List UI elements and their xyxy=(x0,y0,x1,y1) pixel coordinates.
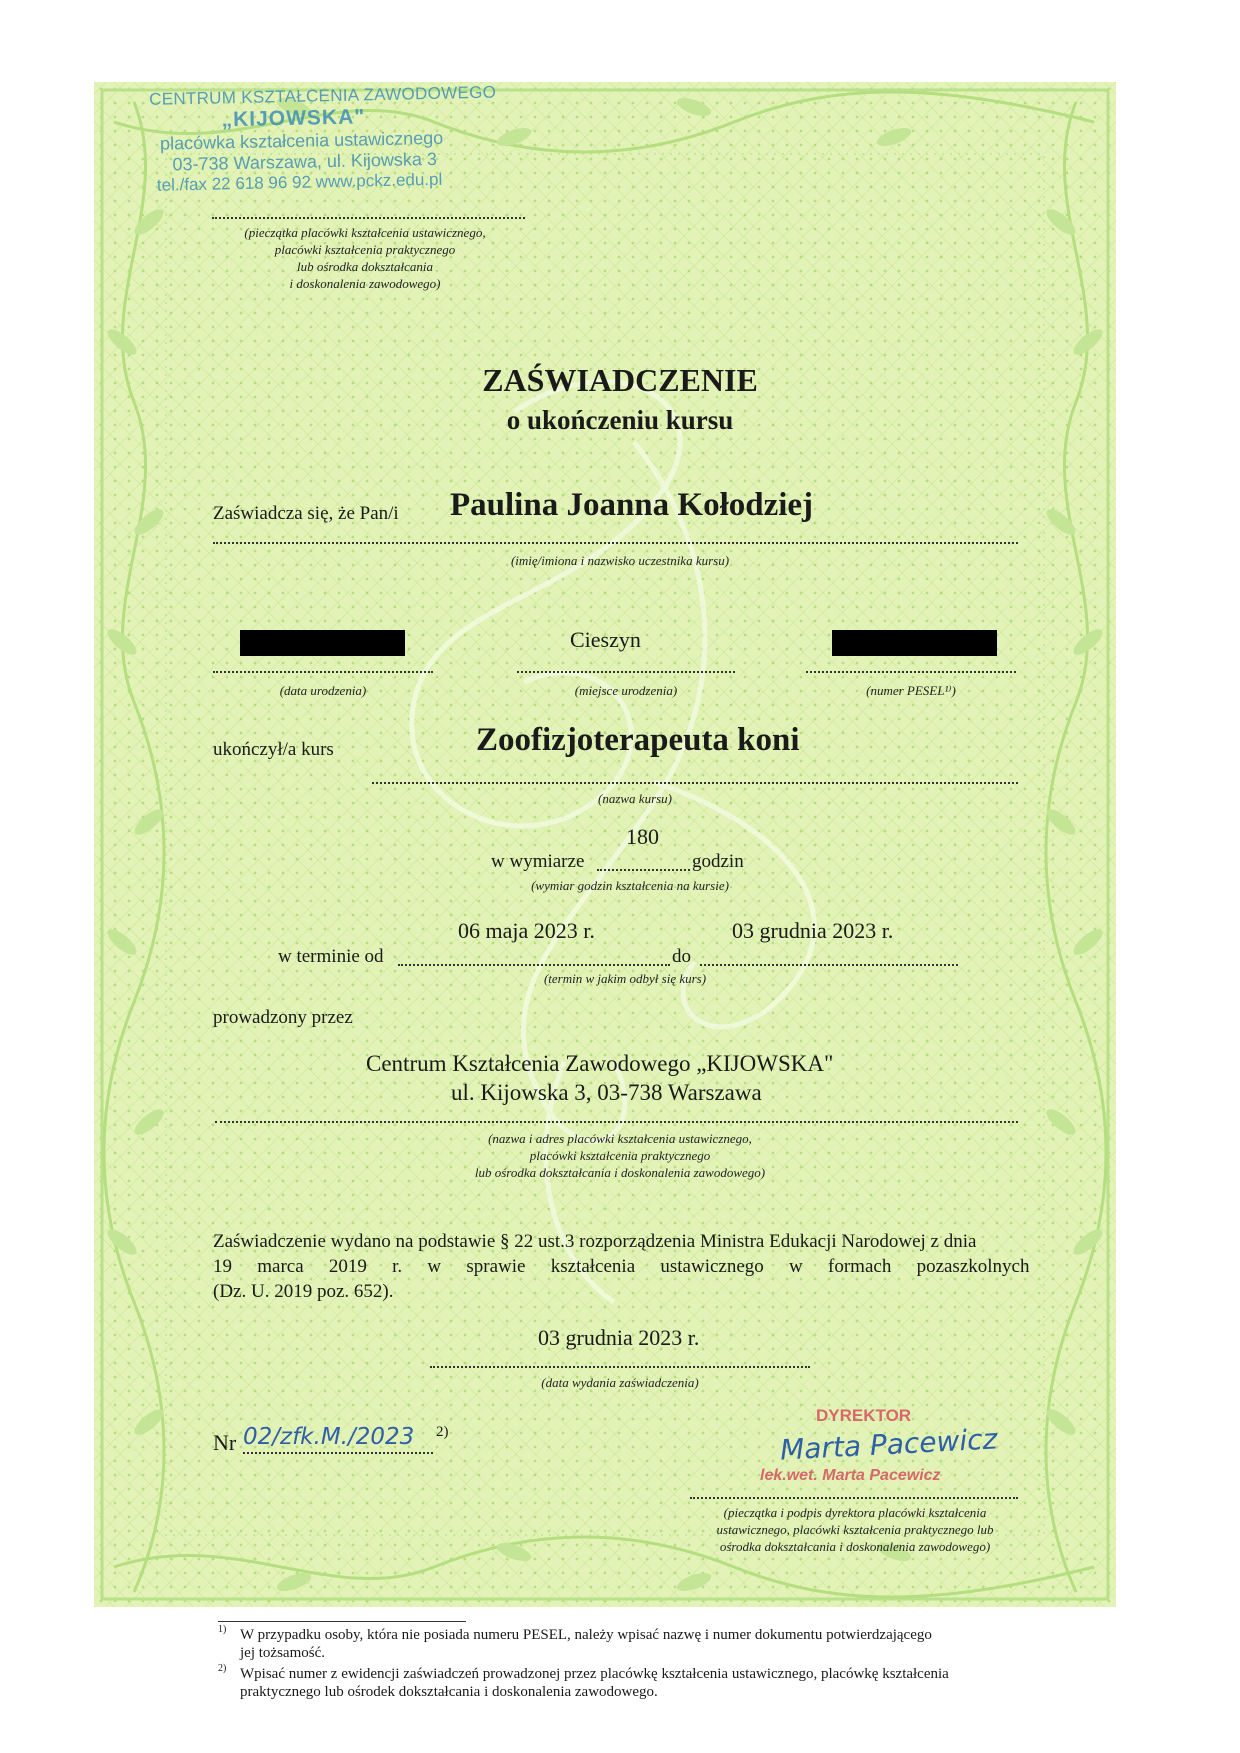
issue-date: 03 grudnia 2023 r. xyxy=(538,1325,700,1350)
caption-line: ośrodka dokształcania i doskonalenia zawodowego) xyxy=(719,1539,991,1554)
term-to-dotted-line xyxy=(700,964,958,966)
term-prefix: w terminie od xyxy=(278,946,384,967)
course-hours-value: 180 xyxy=(626,824,659,849)
caption-line: (nazwa i adres placówki kształcenia ustawicznego, xyxy=(488,1131,752,1146)
redacted-birth-date xyxy=(240,630,405,656)
pesel-caption: (numer PESEL¹⁾) xyxy=(866,683,956,698)
issue-date-caption: (data wydania zaświadczenia) xyxy=(541,1375,699,1390)
course-dotted-line xyxy=(372,782,1018,784)
hours-suffix: godzin xyxy=(692,851,744,872)
hours-dotted-line xyxy=(597,869,690,871)
institution-stamp xyxy=(149,82,521,196)
caption-line: i doskonalenia zawodowego) xyxy=(289,276,441,291)
footnote-line: praktycznego lub ośrodek dokształcania i doskonalenia zawodowego. xyxy=(240,1684,658,1700)
director-signature: Marta Pacewicz xyxy=(779,1422,999,1467)
caption-line: lub ośrodka dokształcania xyxy=(296,259,433,274)
hours-caption: (wymiar godzin kształcenia na kursie) xyxy=(531,878,729,893)
term-to-label: do xyxy=(672,946,691,967)
caption-line: lub ośrodka dokształcania i doskonalenia zawodowego) xyxy=(474,1165,766,1180)
provider-address: ul. Kijowska 3, 03-738 Warszawa xyxy=(451,1080,762,1105)
footnote-1 xyxy=(240,1626,932,1662)
participant-prefix: Zaświadcza się, że Pan/i xyxy=(213,503,399,524)
footnote-line: jej tożsamość. xyxy=(240,1645,325,1661)
number-prefix: Nr xyxy=(213,1430,237,1455)
participant-caption: (imię/imiona i nazwisko uczestnika kursu) xyxy=(510,553,730,568)
course-name: Zoofizjoterapeuta koni xyxy=(476,722,800,758)
legal-basis-line: (Dz. U. 2019 poz. 652). xyxy=(213,1281,394,1302)
provider-prefix: prowadzony przez xyxy=(213,1007,353,1028)
term-to-date: 03 grudnia 2023 r. xyxy=(732,918,894,943)
stamp-line: 03-738 Warszawa, ul. Kijowska 3 xyxy=(172,148,438,175)
footnote-mark: 1) xyxy=(218,1624,227,1635)
caption-line: placówki kształcenia praktycznego xyxy=(274,242,456,257)
number-footnote-ref: 2) xyxy=(436,1424,449,1440)
birth-place-caption: (miejsce urodzenia) xyxy=(574,683,678,698)
term-from-dotted-line xyxy=(398,964,670,966)
caption-line: ustawicznego, placówki kształcenia praktycznego lub xyxy=(716,1522,994,1537)
provider-caption xyxy=(400,1130,840,1181)
footnote-line: W przypadku osoby, która nie posiada numeru PESEL, należy wpisać nazwę i numer dokumentu potwierdzającego xyxy=(240,1627,932,1643)
participant-name: Paulina Joanna Kołodziej xyxy=(450,487,814,523)
legal-basis-line: Zaświadczenie wydano na podstawie § 22 ust.3 rozporządzenia Ministra Edukacji Narodowej z dnia xyxy=(213,1231,977,1252)
hours-prefix: w wymiarze xyxy=(491,851,585,872)
birth-place-dotted-line xyxy=(517,671,735,673)
caption-line: (pieczątka placówki kształcenia ustawicznego, xyxy=(244,225,486,240)
provider-dotted-line xyxy=(215,1121,1018,1123)
certificate-number: 02/zfk.M./2023 xyxy=(243,1424,415,1450)
document-subtitle: o ukończeniu kursu xyxy=(506,405,734,435)
footnote-separator xyxy=(218,1621,466,1622)
caption-line: placówki kształcenia praktycznego xyxy=(529,1148,711,1163)
number-dotted-line xyxy=(243,1452,433,1454)
director-caption xyxy=(680,1504,1030,1555)
director-name-stamp: lek.wet. Marta Pacewicz xyxy=(760,1467,941,1484)
footnote-mark: 2) xyxy=(218,1663,227,1674)
stamp-line: CENTRUM KSZTAŁCENIA ZAWODOWEGO xyxy=(148,82,497,109)
birth-date-caption: (data urodzenia) xyxy=(279,683,367,698)
footnote-2 xyxy=(240,1665,949,1701)
birth-date-dotted-line xyxy=(213,671,433,673)
issue-date-dotted-line xyxy=(430,1366,810,1368)
director-dotted-line xyxy=(690,1497,1018,1499)
course-caption: (nazwa kursu) xyxy=(597,791,673,806)
stamp-caption xyxy=(180,224,550,292)
director-title-stamp: DYREKTOR xyxy=(816,1406,912,1425)
stamp-line: „KIJOWSKA" xyxy=(221,105,366,132)
stamp-dotted-line xyxy=(212,217,525,219)
birth-place: Cieszyn xyxy=(570,627,641,652)
caption-line: (pieczątka i podpis dyrektora placówki kształcenia xyxy=(723,1505,987,1520)
footnote-line: Wpisać numer z ewidencji zaświadczeń prowadzonej przez placówkę kształcenia ustawicznego, placówkę kształcenia xyxy=(240,1666,949,1682)
provider-name: Centrum Kształcenia Zawodowego „KIJOWSKA" xyxy=(366,1051,834,1076)
pesel-dotted-line xyxy=(806,671,1016,673)
term-from-date: 06 maja 2023 r. xyxy=(458,918,595,943)
stamp-line: placówka kształcenia ustawicznego xyxy=(159,127,444,154)
stamp-line: tel./fax 22 618 96 92 www.pckz.edu.pl xyxy=(156,169,443,195)
participant-dotted-line xyxy=(213,542,1018,544)
legal-basis-line: 19 marca 2019 r. w sprawie kształcenia ustawicznego w formach pozaszkolnych xyxy=(213,1256,1030,1277)
redacted-pesel xyxy=(832,630,997,656)
document-title: ZAŚWIADCZENIE xyxy=(482,362,758,398)
course-prefix: ukończył/a kurs xyxy=(213,739,334,760)
term-caption: (termin w jakim odbył się kurs) xyxy=(543,971,707,986)
